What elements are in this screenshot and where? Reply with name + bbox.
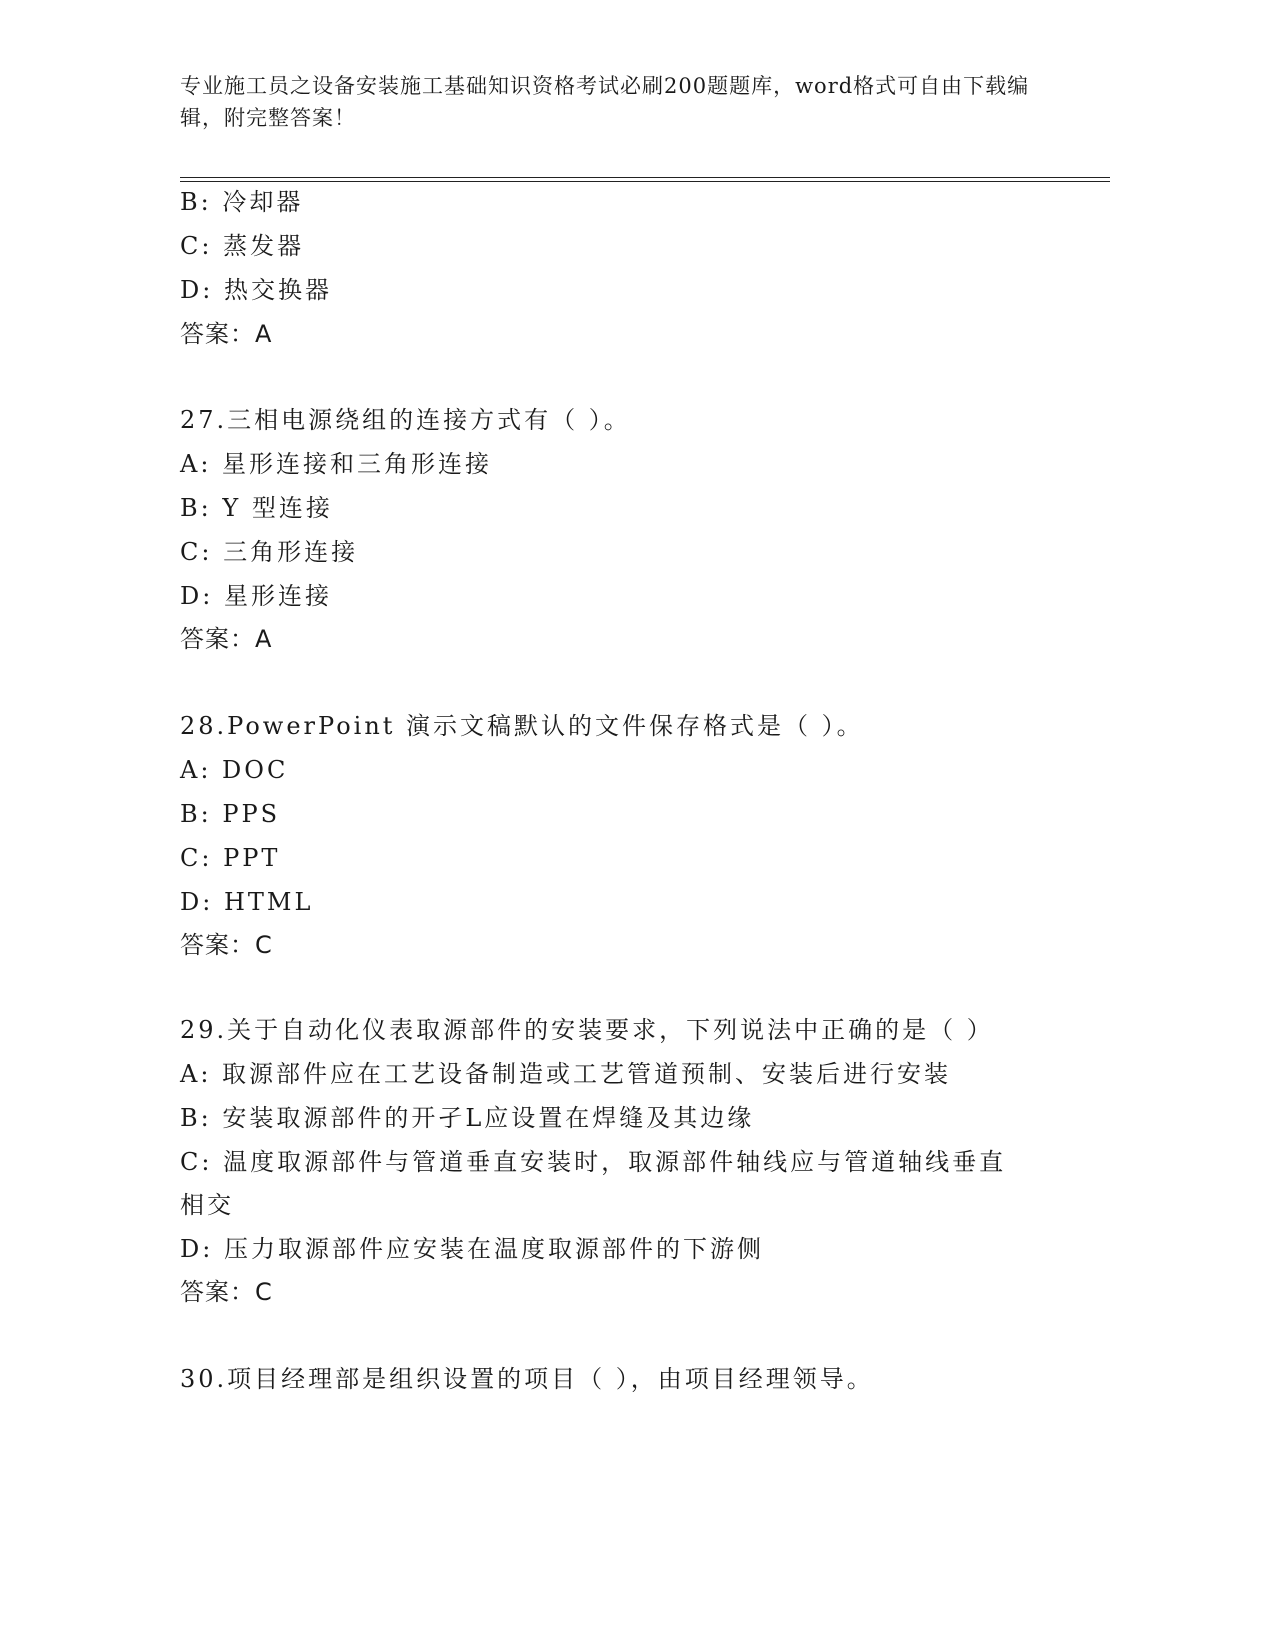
q26-answer: 答案：A (180, 320, 273, 348)
q26-option-b: B: 冷却器 (180, 188, 304, 216)
q27-option-b: B: Y 型连接 (180, 494, 333, 522)
page-header-title: 专业施工员之设备安装施工基础知识资格考试必刷200题题库，word格式可自由下载编辑，附完整答案！ (180, 74, 1030, 130)
q29-option-b: B: 安装取源部件的开孑L应设置在焊缝及其边缘 (180, 1104, 755, 1132)
q27-option-a: A: 星形连接和三角形连接 (180, 450, 493, 478)
q28-option-a: A: DOC (180, 756, 289, 784)
q26-option-c: C: 蒸发器 (180, 232, 305, 260)
q28-answer: 答案：C (180, 931, 273, 959)
q29-answer: 答案：C (180, 1278, 273, 1306)
q27-answer: 答案：A (180, 625, 273, 653)
q30-stem: 30.项目经理部是组织设置的项目（ ），由项目经理领导。 (180, 1365, 874, 1393)
q29-stem: 29.关于自动化仪表取源部件的安装要求，下列说法中正确的是（ ） (180, 1016, 994, 1044)
q29-option-c: C: 温度取源部件与管道垂直安装时，取源部件轴线应与管道轴线垂直 (180, 1148, 1007, 1176)
q29-option-a: A: 取源部件应在工艺设备制造或工艺管道预制、安装后进行安装 (180, 1060, 952, 1088)
q27-stem: 27.三相电源绕组的连接方式有（ ）。 (180, 406, 631, 434)
header-divider-top (180, 177, 1110, 178)
q28-stem: 28.PowerPoint 演示文稿默认的文件保存格式是（ ）。 (180, 712, 864, 740)
q27-option-c: C: 三角形连接 (180, 538, 359, 566)
q28-option-b: B: PPS (180, 800, 281, 828)
q29-option-d: D: 压力取源部件应安装在温度取源部件的下游侧 (180, 1235, 764, 1263)
header-divider-bottom (180, 181, 1110, 182)
q29-option-c-continued: 相交 (180, 1191, 234, 1219)
q28-option-d: D: HTML (180, 888, 314, 916)
q27-option-d: D: 星形连接 (180, 582, 332, 610)
q28-option-c: C: PPT (180, 844, 281, 872)
q26-option-d: D: 热交换器 (180, 276, 332, 304)
